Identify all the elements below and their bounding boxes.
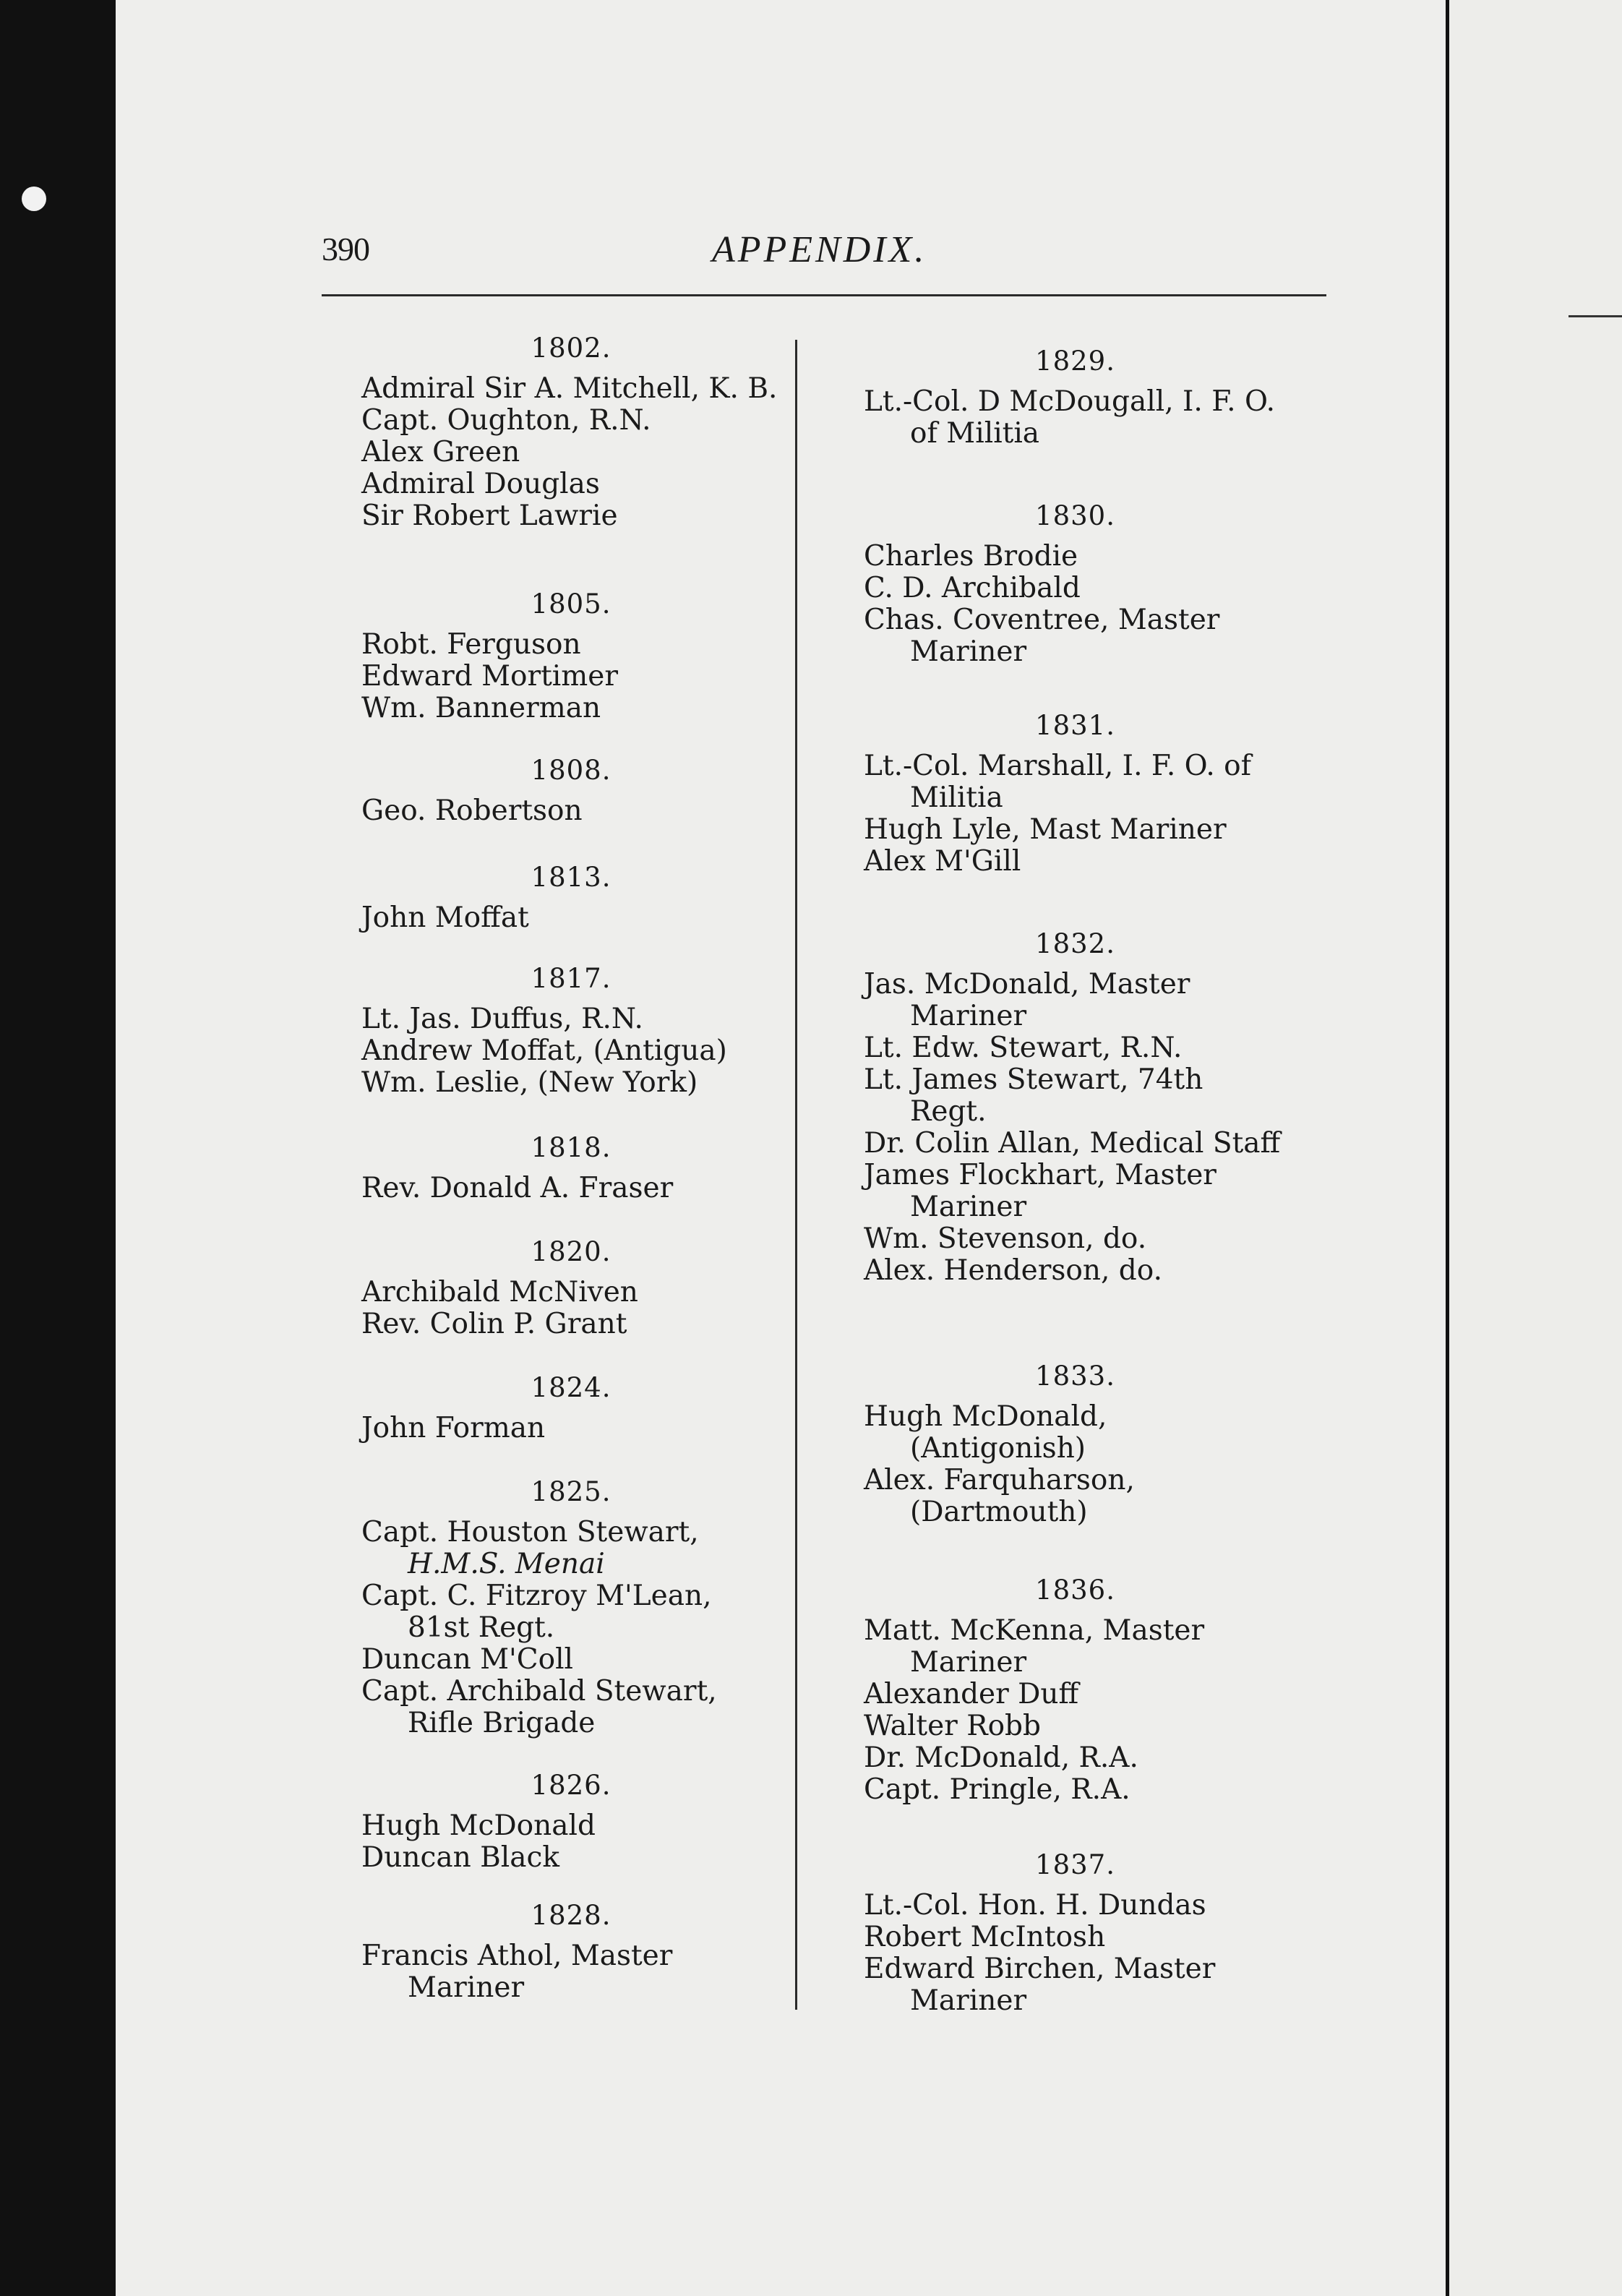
year-heading: 1833. [1035,1361,1115,1392]
name-entry: Lt.-Col. Hon. H. Dundas [864,1889,1206,1922]
name-entry: Duncan M'Coll [361,1643,574,1676]
year-section [864,499,1287,668]
name-entry: Dr. McDonald, R.A. [864,1742,1138,1774]
year-section [361,753,781,827]
year-section [361,1475,781,1739]
year-section [361,1898,781,2004]
name-entry: Archibald McNiven [361,1276,638,1308]
name-entry: Wm. Leslie, (New York) [361,1066,698,1099]
year-heading: 1808. [531,755,612,786]
name-entry: Edward Mortimer [361,660,618,693]
name-entry: John Forman [361,1412,546,1444]
name-entry: Edward Birchen, Master Mariner [864,1953,1216,2017]
column-divider [795,340,797,2010]
name-entry: Admiral Douglas [361,468,600,500]
name-entry: Wm. Stevenson, do. [864,1222,1147,1255]
name-entry: Admiral Sir A. Mitchell, K. B. [361,372,778,405]
name-entry: John Moffat [361,901,529,934]
name-entry: Alexander Duff [864,1678,1079,1710]
year-heading: 1820. [531,1236,612,1267]
name-entry: H.M.S. Menai [408,1548,605,1580]
name-entry: Alex M'Gill [864,845,1021,878]
name-entry: Alex. Farquharson, (Dartmouth) [864,1464,1135,1528]
year-heading: 1830. [1035,500,1115,531]
name-entry: Rev. Colin P. Grant [361,1308,627,1340]
name-entry: Dr. Colin Allan, Medical Staff [864,1127,1281,1160]
name-entry: Andrew Moffat, (Antigua) [361,1035,727,1067]
year-heading: 1832. [1035,928,1115,959]
name-entry: Hugh Lyle, Mast Mariner [864,813,1227,846]
year-heading: 1817. [531,963,612,994]
year-heading: 1826. [531,1770,612,1801]
year-section [361,331,781,532]
name-entry: Capt. Oughton, R.N. [361,404,651,437]
name-entry: Hugh McDonald [361,1809,596,1842]
year-section [361,961,781,1099]
name-entry: Capt. Houston Stewart, [361,1516,699,1548]
binding-hole [22,187,46,211]
name-entry: Lt. Jas. Duffus, R.N. [361,1003,643,1035]
name-entry: Charles Brodie [864,540,1078,573]
name-entry: Duncan Black [361,1841,559,1874]
year-section [864,1848,1287,2017]
year-section [864,1359,1287,1528]
name-entry: Geo. Robertson [361,794,583,827]
year-heading: 1824. [531,1372,612,1403]
adjacent-page-rule [1569,315,1622,317]
name-entry: Robert McIntosh [864,1921,1106,1953]
year-section [361,860,781,934]
year-heading: 1805. [531,588,612,620]
name-entry: Francis Athol, Master Mariner [361,1940,673,2004]
year-heading: 1802. [531,333,612,364]
name-entry: James Flockhart, Master Mariner [864,1159,1216,1223]
name-entry: Capt. Pringle, R.A. [864,1773,1130,1806]
year-section [864,708,1287,878]
year-section [361,1235,781,1340]
adjacent-page-edge [1449,0,1622,2296]
name-entry: Wm. Bannerman [361,692,601,724]
year-heading: 1813. [531,862,612,893]
name-entry: Rev. Donald A. Fraser [361,1172,674,1204]
name-entry: Alex. Henderson, do. [864,1254,1162,1287]
name-entry: Capt. C. Fitzroy M'Lean, 81st Regt. [361,1580,712,1644]
year-heading: 1828. [531,1900,612,1931]
name-entry: Lt. Edw. Stewart, R.N. [864,1032,1183,1064]
name-entry: C. D. Archibald [864,572,1081,604]
year-heading: 1837. [1035,1849,1115,1880]
running-head: APPENDIX. [712,229,927,270]
name-entry: Capt. Archibald Stewart, Rifle Brigade [361,1675,717,1739]
name-entry: Lt.-Col. D McDougall, I. F. O. of Militia [864,385,1276,450]
name-entry: Robt. Ferguson [361,628,581,661]
name-entry: Chas. Coventree, Master Mariner [864,604,1220,668]
year-section [361,587,781,724]
name-entry: Lt. James Stewart, 74th Regt. [864,1063,1203,1128]
name-entry: Walter Robb [864,1710,1041,1742]
name-entry: Jas. McDonald, Master Mariner [864,968,1190,1032]
year-heading: 1818. [531,1132,612,1163]
year-section [361,1131,781,1204]
year-section [361,1768,781,1874]
header-rule [322,294,1326,296]
year-section [864,927,1287,1287]
name-entry: Sir Robert Lawrie [361,500,618,532]
year-heading: 1836. [1035,1575,1115,1606]
page-number: 390 [322,231,369,267]
name-entry: Matt. McKenna, Master Mariner [864,1614,1205,1679]
name-entry: Lt.-Col. Marshall, I. F. O. of Militia [864,750,1252,814]
year-heading: 1825. [531,1476,612,1507]
name-entry: Alex Green [361,436,520,468]
year-heading: 1831. [1035,710,1115,741]
year-section [864,344,1287,450]
name-entry: Hugh McDonald, (Antigonish) [864,1400,1107,1465]
year-section [361,1371,781,1444]
year-section [864,1573,1287,1806]
year-heading: 1829. [1035,346,1115,377]
